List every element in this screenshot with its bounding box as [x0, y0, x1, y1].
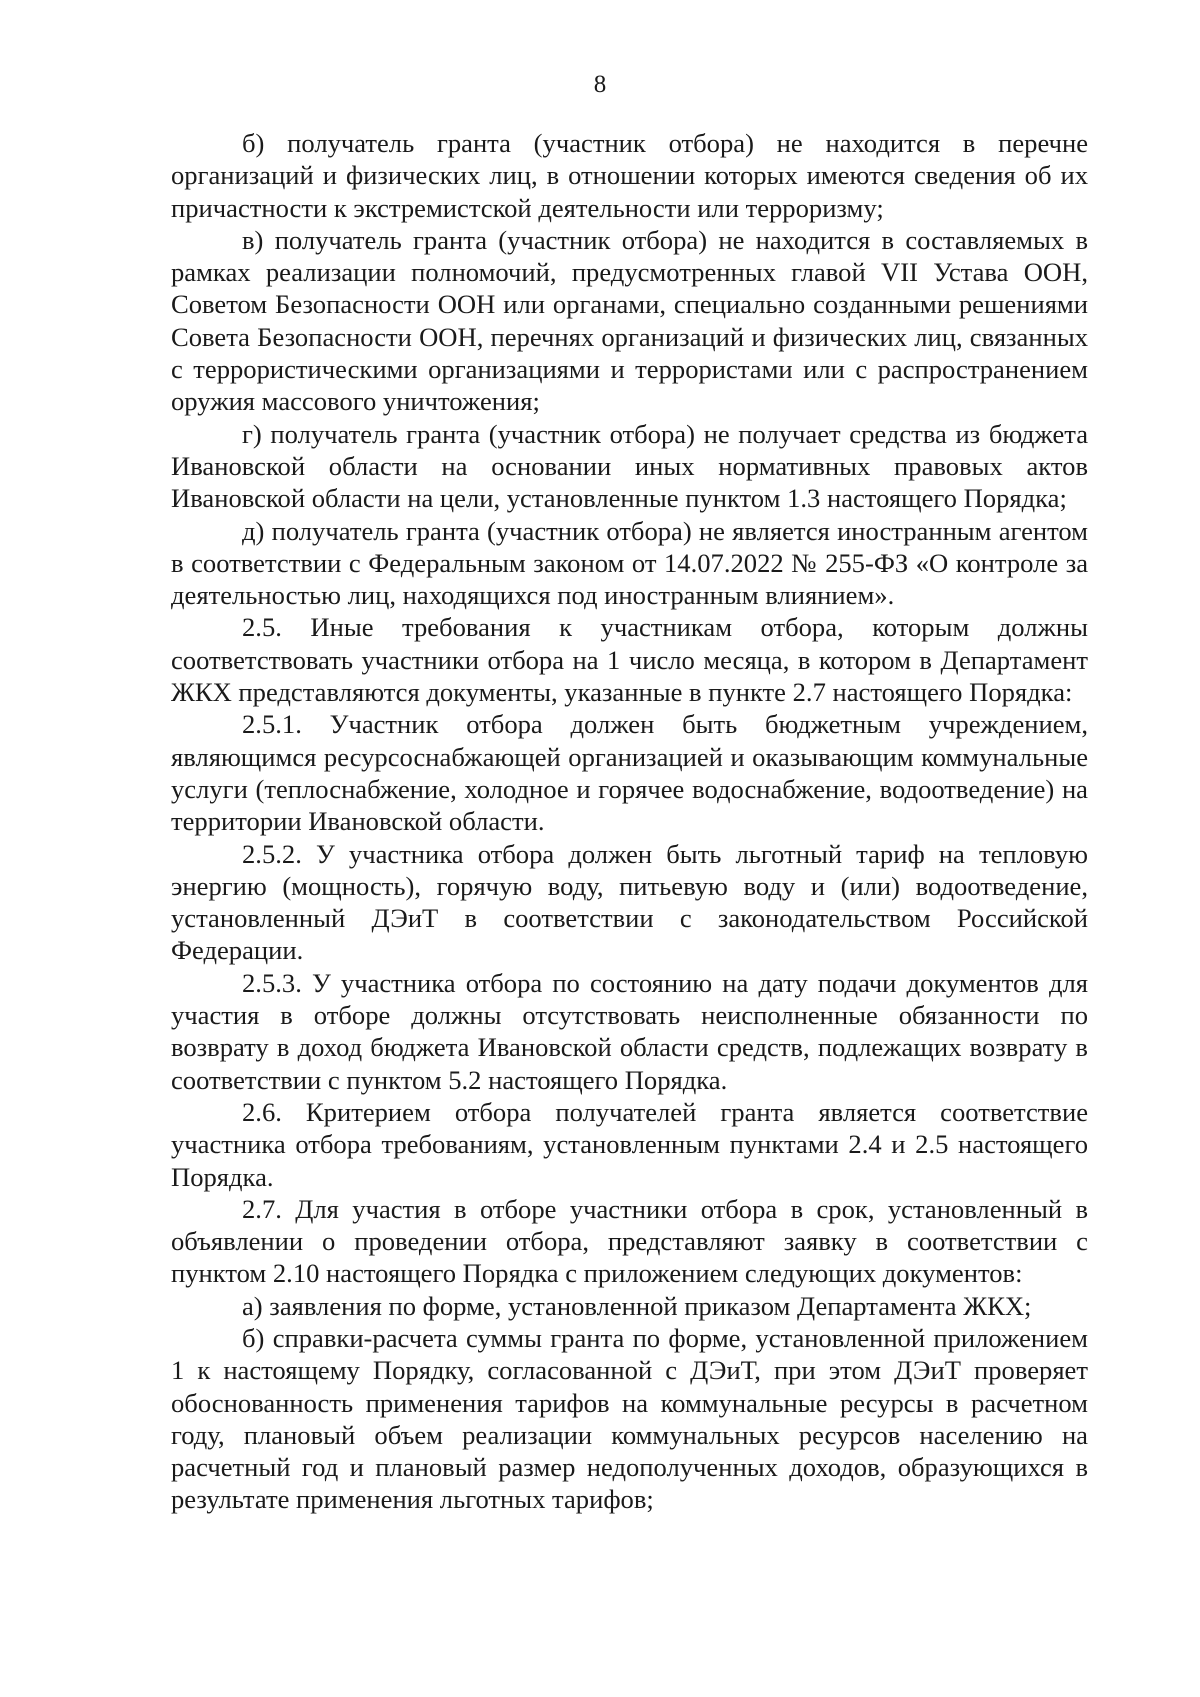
paragraph-1b: б) получатель гранта (участник отбора) не находится в перечне организаций и физических лиц, в отношении которых имеются сведения об их причастности к экстремистской деятельности или терроризму;: [171, 128, 1088, 223]
paragraph-2-5-2: 2.5.2. У участника отбора должен быть льготный тариф на тепловую энергию (мощность), горячую воду, питьевую воду и (или) водоотведение, установленный ДЭиТ в соответствии с законодательством Российской Федерации.: [171, 838, 1088, 966]
paragraph-1d: д) получатель гранта (участник отбора) не является иностранным агентом в соответствии с Федеральным законом от 14.07.2022 № 255-ФЗ «О контроле за деятельностью лиц, находящихся под иностранным влиянием».: [171, 515, 1088, 611]
paragraph-2-6: 2.6. Критерием отбора получателей гранта является соответствие участника отбора требованиям, установленным пунктами 2.4 и 2.5 настоящего Порядка.: [171, 1096, 1088, 1192]
paragraph-2-7: 2.7. Для участия в отборе участники отбора в срок, установленный в объявлении о проведении отбора, представляют заявку в соответствии с пунктом 2.10 настоящего Порядка с приложением следующих документов:: [171, 1193, 1088, 1289]
paragraph-1v: в) получатель гранта (участник отбора) не находится в составляемых в рамках реализации полномочий, предусмотренных главой VII Устава ООН, Советом Безопасности ООН или органами, специально созданными решениями Совета Безопасности ООН, перечнях организаций и физических лиц, связанных с террористическими организациями и террористами или с распространением оружия массового уничтожения;: [171, 224, 1088, 417]
paragraph-2-7-b: б) справки-расчета суммы гранта по форме, установленной приложением 1 к настоящему Порядку, согласованной с ДЭиТ, при этом ДЭиТ проверяет обоснованность применения тарифов на коммунальные ресурсы в расчетном году, плановый объем реализации коммунальных ресурсов населению на расчетный год и плановый размер недополученных доходов, образующихся в результате применения льготных тарифов;: [171, 1322, 1088, 1515]
document-body: [171, 127, 1088, 1516]
page-number: 8: [593, 71, 607, 98]
paragraph-2-5-1: 2.5.1. Участник отбора должен быть бюджетным учреждением, являющимся ресурсоснабжающей организацией и оказывающим коммунальные услуги (теплоснабжение, холодное и горячее водоснабжение, водоотведение) на территории Ивановской области.: [171, 709, 1088, 837]
paragraph-2-7-a: а) заявления по форме, установленной приказом Департамента ЖКХ;: [242, 1290, 1032, 1321]
paragraph-1g: г) получатель гранта (участник отбора) не получает средства из бюджета Ивановской области на основании иных нормативных правовых актов Ивановской области на цели, установленные пунктом 1.3 настоящего Порядка;: [171, 418, 1088, 514]
paragraph-2-5-3: 2.5.3. У участника отбора по состоянию на дату подачи документов для участия в отборе должны отсутствовать неисполненные обязанности по возврату в доход бюджета Ивановской области средств, подлежащих возврату в соответствии с пунктом 5.2 настоящего Порядка.: [171, 967, 1088, 1095]
paragraph-2-5: 2.5. Иные требования к участникам отбора, которым должны соответствовать участники отбора на 1 число месяца, в котором в Департамент ЖКХ представляются документы, указанные в пункте 2.7 настоящего Порядка:: [171, 612, 1088, 708]
